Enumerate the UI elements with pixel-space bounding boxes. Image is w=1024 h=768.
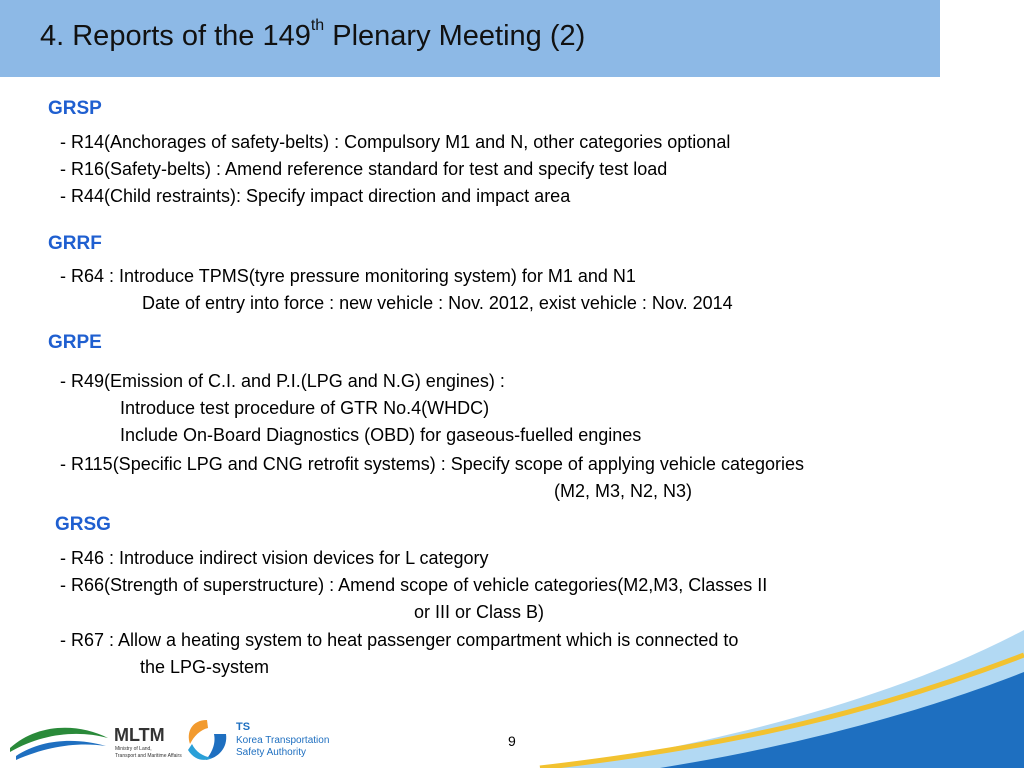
title-rest: Plenary Meeting (2) bbox=[324, 20, 586, 52]
grrf-item-r64-date: Date of entry into force : new vehicle : Nov. 2012, exist vehicle : Nov. 2014 bbox=[142, 293, 733, 313]
grpe-item-r115-categories: (M2, M3, N2, N3) bbox=[554, 481, 693, 501]
grpe-item-r115: - R115(Specific LPG and CNG retrofit systems) : Specify scope of applying vehicle categories bbox=[60, 454, 804, 474]
grsg-item-r66-classes: or III or Class B) bbox=[414, 602, 545, 622]
ts-logo-subtitle-2: Safety Authority bbox=[236, 747, 307, 758]
mltm-logo-icon bbox=[8, 718, 112, 762]
ts-logo-text: TS bbox=[236, 721, 251, 733]
mltm-logo-text: MLTM bbox=[114, 725, 165, 745]
section-heading-grsp: GRSP bbox=[48, 98, 102, 119]
section-heading-grsg: GRSG bbox=[55, 514, 111, 535]
grpe-item-r49-obd: Include On-Board Diagnostics (OBD) for gaseous-fuelled engines bbox=[120, 425, 642, 445]
grsp-item-r14: - R14(Anchorages of safety-belts) : Compulsory M1 and N, other categories optional bbox=[60, 132, 731, 152]
ts-logo-icon bbox=[182, 716, 232, 764]
grrf-item-r64: - R64 : Introduce TPMS(tyre pressure monitoring system) for M1 and N1 bbox=[60, 266, 636, 286]
grpe-item-r49-whdc: Introduce test procedure of GTR No.4(WHDC) bbox=[120, 398, 490, 418]
grsg-item-r67-lpg: the LPG-system bbox=[140, 657, 270, 677]
mltm-logo-subtitle-1: Ministry of Land, bbox=[115, 746, 152, 752]
grsg-item-r67: - R67 : Allow a heating system to heat passenger compartment which is connected to bbox=[60, 630, 739, 650]
title-superscript: th bbox=[310, 17, 325, 35]
page-number: 9 bbox=[508, 733, 516, 749]
grpe-item-r49: - R49(Emission of C.I. and P.I.(LPG and N.G) engines) : bbox=[60, 371, 505, 391]
grsg-item-r66: - R66(Strength of superstructure) : Amend scope of vehicle categories(M2,M3, Classes II bbox=[60, 575, 768, 595]
ts-logo-subtitle-1: Korea Transportation bbox=[236, 735, 330, 746]
grsp-item-r16: - R16(Safety-belts) : Amend reference standard for test and specify test load bbox=[60, 159, 668, 179]
grsg-item-r46: - R46 : Introduce indirect vision devices for L category bbox=[60, 548, 489, 568]
section-heading-grpe: GRPE bbox=[48, 332, 102, 353]
mltm-logo-subtitle-2: Transport and Maritime Affairs bbox=[115, 753, 182, 759]
title-main: 4. Reports of the 149 bbox=[40, 20, 311, 52]
grsp-item-r44: - R44(Child restraints): Specify impact direction and impact area bbox=[60, 186, 571, 206]
section-heading-grrf: GRRF bbox=[48, 233, 102, 254]
